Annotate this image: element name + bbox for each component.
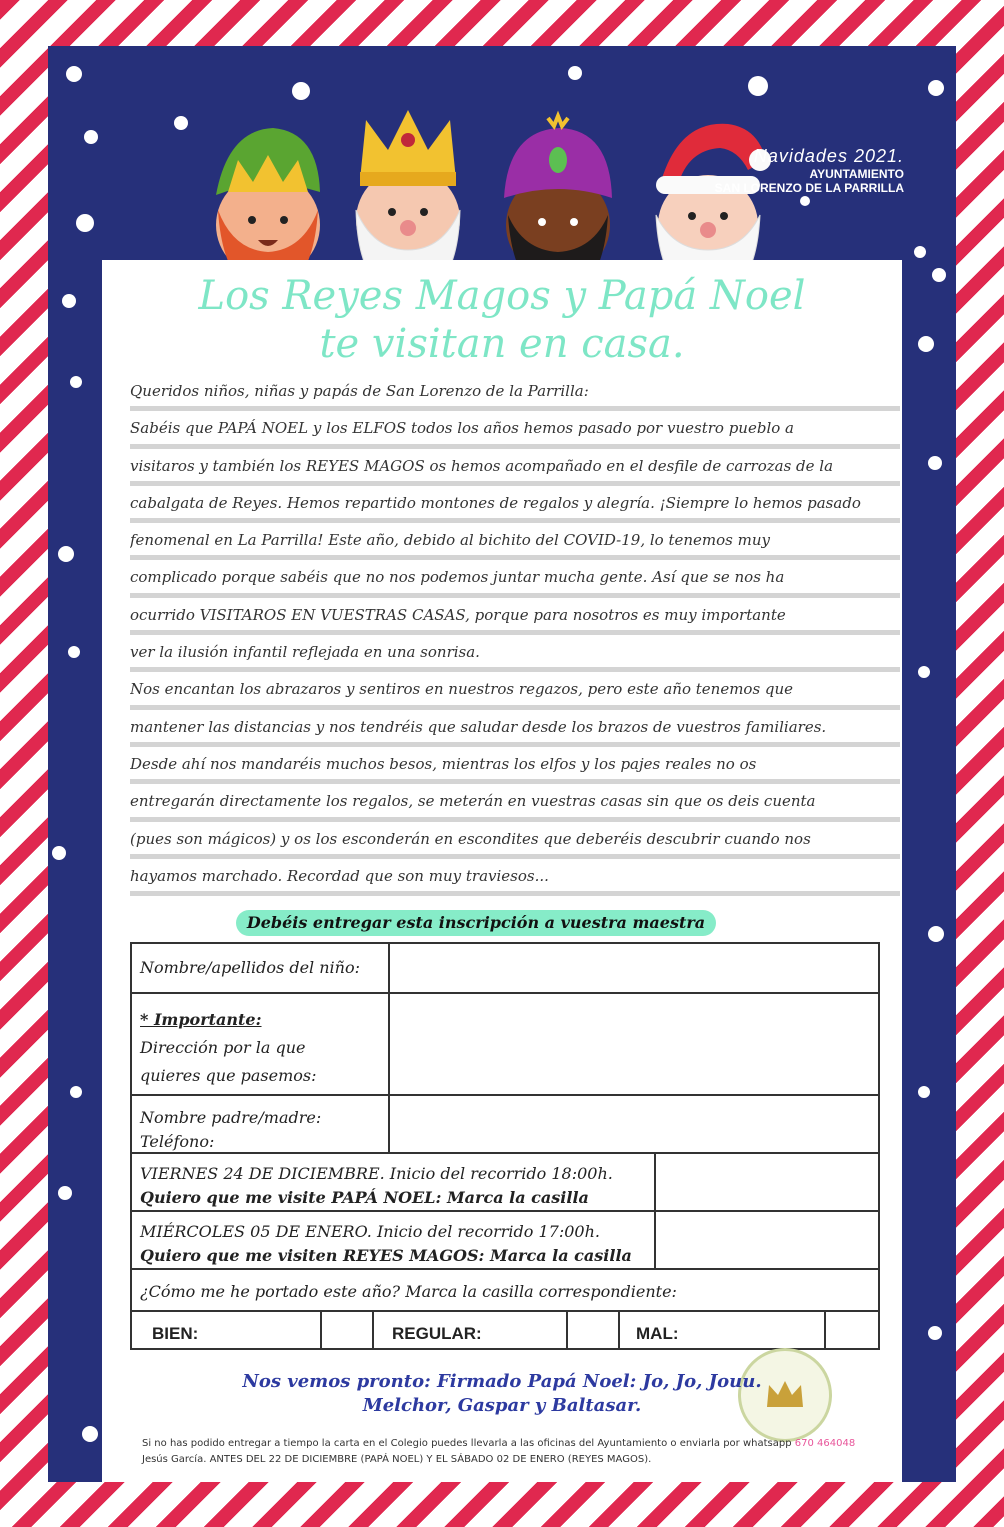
behaviour-question: ¿Cómo me he portado este año? Marca la casilla correspondiente: bbox=[140, 1282, 677, 1301]
snow-dot bbox=[918, 1086, 930, 1098]
letter-line: cabalgata de Reyes. Hemos repartido montones de regalos y alegría. ¡Siempre lo hemos pasado bbox=[130, 486, 900, 523]
phone-label: Teléfono: bbox=[140, 1132, 215, 1151]
rating-good-label: BIEN: bbox=[152, 1324, 199, 1343]
snow-dot bbox=[84, 130, 98, 144]
letter-line: Queridos niños, niñas y papás de San Lorenzo de la Parrilla: bbox=[130, 374, 900, 411]
note-text1: Si no has podido entregar a tiempo la carta en el Colegio puedes llevarla a las oficinas del Ayuntamiento o enviarla por whatsapp bbox=[142, 1438, 792, 1449]
snow-dot bbox=[76, 214, 94, 232]
snow-dot bbox=[800, 196, 810, 206]
note-text2: Jesús García. ANTES DEL 22 DE DICIEMBRE (PAPÁ NOEL) Y EL SÁBADO 02 DE ENERO (REYES MAGOS). bbox=[142, 1454, 652, 1465]
form-row-ratings bbox=[130, 1310, 880, 1350]
snow-dot bbox=[914, 246, 926, 258]
header-org-line1: AYUNTAMIENTO bbox=[809, 167, 904, 181]
kings-visit-checkbox[interactable] bbox=[656, 1212, 878, 1268]
name-field[interactable] bbox=[390, 944, 878, 992]
letter-line: Sabéis que PAPÁ NOEL y los ELFOS todos los años hemos pasado por vuestro pueblo a bbox=[130, 411, 900, 448]
letter-line: Nos encantan los abrazaros y sentiros en nuestros regazos, pero este año tenemos que bbox=[130, 672, 900, 709]
friday-line1: VIERNES 24 DE DICIEMBRE. Inicio del recorrido 18:00h. bbox=[140, 1164, 613, 1183]
rating-bad-checkbox[interactable] bbox=[826, 1312, 878, 1348]
letter-line: hayamos marchado. Recordad que son muy traviesos... bbox=[130, 859, 900, 896]
snow-dot bbox=[928, 456, 942, 470]
letter-line: complicado porque sabéis que no nos podemos juntar mucha gente. Así que se nos ha bbox=[130, 560, 900, 597]
signature-line2: Melchor, Gaspar y Baltasar. bbox=[362, 1395, 642, 1416]
snow-dot bbox=[928, 80, 944, 96]
address-label bbox=[132, 1000, 325, 1096]
rating-bad-label: MAL: bbox=[636, 1324, 679, 1343]
title-line1: Los Reyes Magos y Papá Noel bbox=[198, 273, 806, 319]
rating-regular-checkbox[interactable] bbox=[568, 1312, 618, 1348]
wednesday-label bbox=[132, 1214, 640, 1274]
snow-dot bbox=[292, 82, 310, 100]
address-field[interactable] bbox=[390, 994, 878, 1094]
snow-dot bbox=[928, 926, 944, 942]
instruction-banner: Debéis entregar esta inscripción a vuestra maestra bbox=[236, 910, 716, 936]
parent-phone-label bbox=[132, 1100, 329, 1160]
column-divider bbox=[372, 1312, 374, 1348]
letter-line: (pues son mágicos) y os los esconderán en escondites que deberéis descubrir cuando nos bbox=[130, 822, 900, 859]
header-year: Navidades 2021. bbox=[753, 146, 904, 166]
signature bbox=[102, 1370, 902, 1418]
letter-line: Desde ahí nos mandaréis muchos besos, mientras los elfos y los pajes reales no os bbox=[130, 747, 900, 784]
letter-line: fenomenal en La Parrilla! Este año, debido al bichito del COVID-19, lo tenemos muy bbox=[130, 523, 900, 560]
snow-dot bbox=[568, 66, 582, 80]
note-phone: 670 464048 bbox=[794, 1438, 856, 1449]
snow-dot bbox=[82, 1426, 98, 1442]
signature-line1: Nos vemos pronto: Firmado Papá Noel: Jo, Jo, Jouu. bbox=[242, 1371, 762, 1392]
rating-regular-label: REGULAR: bbox=[392, 1324, 482, 1343]
friday-line2: Quiero que me visite PAPÁ NOEL: Marca la casilla bbox=[140, 1188, 589, 1207]
letter-body bbox=[130, 374, 900, 896]
snow-dot bbox=[174, 116, 188, 130]
snow-dot bbox=[918, 666, 930, 678]
wednesday-line1: MIÉRCOLES 05 DE ENERO. Inicio del recorrido 17:00h. bbox=[140, 1222, 600, 1241]
address-line1: Dirección por la que bbox=[140, 1038, 306, 1057]
parent-phone-field[interactable] bbox=[390, 1096, 878, 1152]
rating-good-checkbox[interactable] bbox=[322, 1312, 372, 1348]
snow-dot bbox=[58, 1186, 72, 1200]
important-label: * Importante: bbox=[140, 1010, 262, 1029]
snow-dot bbox=[918, 336, 934, 352]
snow-dot bbox=[66, 66, 82, 82]
header-org-line2: SAN LORENZO DE LA PARRILLA bbox=[714, 181, 904, 195]
title-line2: te visitan en casa. bbox=[319, 321, 685, 367]
form-row-parent bbox=[130, 1094, 880, 1154]
snow-dot bbox=[68, 646, 80, 658]
name-label: Nombre/apellidos del niño: bbox=[140, 958, 360, 977]
wednesday-line2: Quiero que me visiten REYES MAGOS: Marca la casilla bbox=[140, 1246, 632, 1265]
form-row-behaviour bbox=[130, 1268, 880, 1312]
letter-line: visitaros y también los REYES MAGOS os hemos acompañado en el desfile de carrozas de la bbox=[130, 449, 900, 486]
form-row-wednesday bbox=[130, 1210, 880, 1270]
form-row-friday bbox=[130, 1152, 880, 1212]
parent-label: Nombre padre/madre: bbox=[140, 1108, 322, 1127]
snow-dot bbox=[52, 846, 66, 860]
column-divider bbox=[618, 1312, 620, 1348]
santa-visit-checkbox[interactable] bbox=[656, 1154, 878, 1210]
header-info bbox=[715, 146, 904, 195]
snow-dot bbox=[70, 1086, 82, 1098]
snow-dot bbox=[928, 1326, 942, 1340]
form-row-address bbox=[130, 992, 880, 1096]
letter-line: entregarán directamente los regalos, se meterán en vuestras casas sin que os deis cuenta bbox=[130, 784, 900, 821]
snow-dot bbox=[748, 76, 768, 96]
address-line2: quieres que pasemos: bbox=[140, 1066, 317, 1085]
letter-line: ocurrido VISITAROS EN VUESTRAS CASAS, porque para nosotros es muy importante bbox=[130, 598, 900, 635]
letter-title bbox=[102, 272, 902, 368]
snow-dot bbox=[932, 268, 946, 282]
footer-note bbox=[142, 1436, 882, 1468]
form-row-name bbox=[130, 942, 880, 994]
snow-dot bbox=[62, 294, 76, 308]
friday-label bbox=[132, 1156, 621, 1216]
letter-line: mantener las distancias y nos tendréis que saludar desde los brazos de vuestros familiares. bbox=[130, 710, 900, 747]
letter-paper bbox=[102, 260, 902, 1482]
snow-dot bbox=[70, 376, 82, 388]
letter-line: ver la ilusión infantil reflejada en una sonrisa. bbox=[130, 635, 900, 672]
snow-dot bbox=[58, 546, 74, 562]
